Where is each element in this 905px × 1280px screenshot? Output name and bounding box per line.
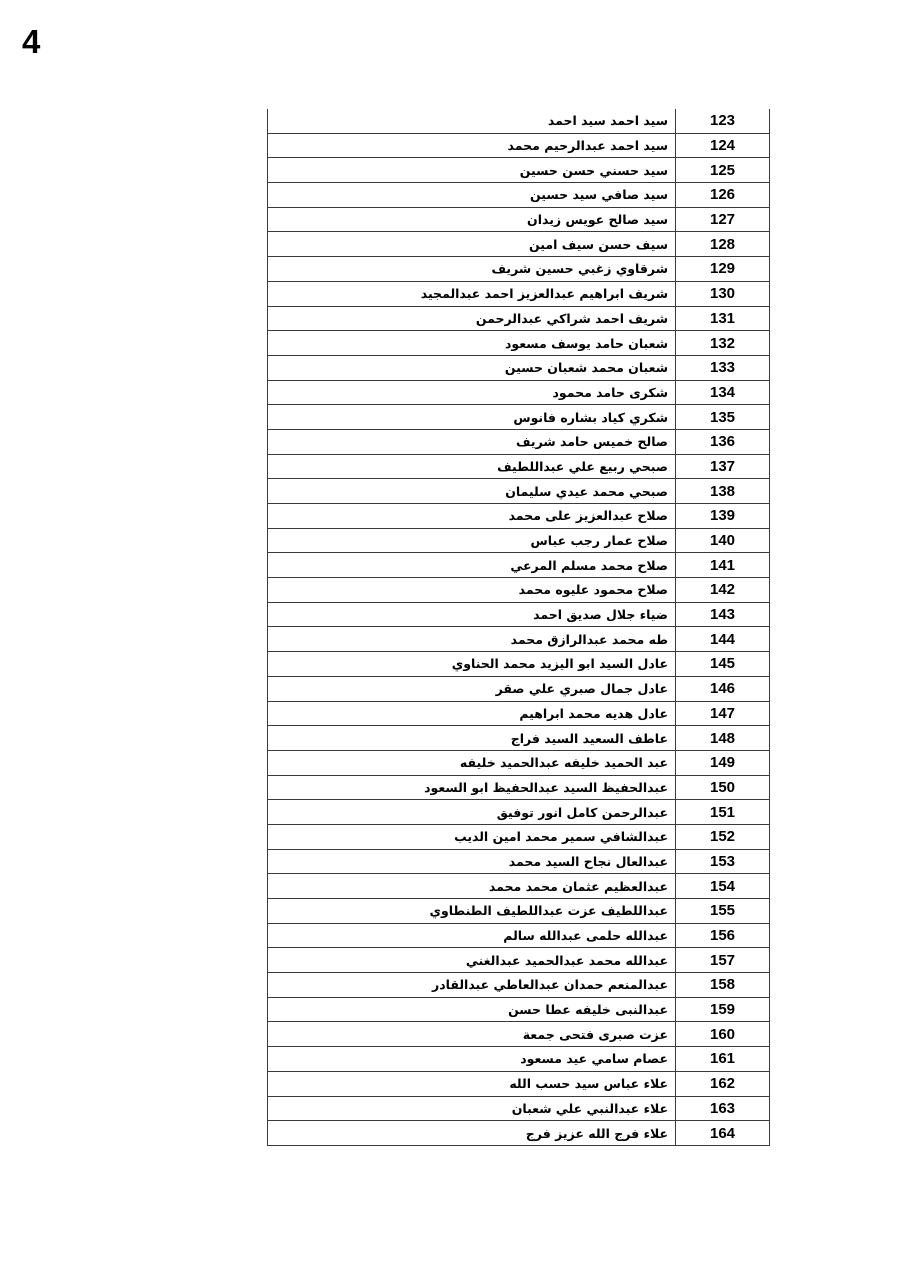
table-row [268, 948, 770, 973]
row-number: 145 [676, 652, 770, 677]
row-name: عبدالنبى خليفه عطا حسن [268, 997, 676, 1022]
table-row [268, 1071, 770, 1096]
table-row [268, 158, 770, 183]
row-name: علاء عباس سيد حسب الله [268, 1071, 676, 1096]
row-number: 150 [676, 775, 770, 800]
table-row [268, 1096, 770, 1121]
row-number: 129 [676, 257, 770, 282]
row-name: سيد احمد سيد احمد [268, 109, 676, 133]
table-row [268, 232, 770, 257]
row-number: 157 [676, 948, 770, 973]
row-name: عبدالعال نجاح السيد محمد [268, 849, 676, 874]
row-name: عبدالحفيظ السيد عبدالحفيظ ابو السعود [268, 775, 676, 800]
row-number: 133 [676, 355, 770, 380]
row-name: شعبان محمد شعبان حسين [268, 355, 676, 380]
table-row [268, 306, 770, 331]
row-name: عبدالله حلمى عبدالله سالم [268, 923, 676, 948]
row-number: 152 [676, 824, 770, 849]
row-name: طه محمد عبدالرازق محمد [268, 627, 676, 652]
row-name: عبدالشافي سمير محمد امين الديب [268, 824, 676, 849]
names-table-body [268, 109, 770, 1145]
table-row [268, 1047, 770, 1072]
row-number: 127 [676, 207, 770, 232]
table-row [268, 800, 770, 825]
row-number: 160 [676, 1022, 770, 1047]
row-name: عبدالله محمد عبدالحميد عبدالغني [268, 948, 676, 973]
table-row [268, 578, 770, 603]
row-number: 134 [676, 380, 770, 405]
table-row [268, 281, 770, 306]
row-name: عبد الحميد خليفه عبدالحميد خليفه [268, 750, 676, 775]
row-number: 135 [676, 405, 770, 430]
row-number: 164 [676, 1121, 770, 1146]
row-number: 149 [676, 750, 770, 775]
row-name: سيف حسن سيف امين [268, 232, 676, 257]
table-row [268, 652, 770, 677]
row-name: شريف احمد شراكي عبدالرحمن [268, 306, 676, 331]
row-number: 139 [676, 504, 770, 529]
table-row [268, 405, 770, 430]
row-number: 140 [676, 528, 770, 553]
table-row [268, 726, 770, 751]
table-row [268, 528, 770, 553]
table-row [268, 973, 770, 998]
row-name: عاطف السعيد السيد فراج [268, 726, 676, 751]
row-number: 144 [676, 627, 770, 652]
row-number: 161 [676, 1047, 770, 1072]
row-name: عادل هديه محمد ابراهيم [268, 701, 676, 726]
row-number: 137 [676, 454, 770, 479]
row-name: شريف ابراهيم عبدالعزيز احمد عبدالمجيد [268, 281, 676, 306]
row-number: 159 [676, 997, 770, 1022]
row-name: ضياء جلال صديق احمد [268, 602, 676, 627]
table-row [268, 380, 770, 405]
row-name: صلاح محمد مسلم المرعي [268, 553, 676, 578]
row-name: شكري كياد بشاره فانوس [268, 405, 676, 430]
row-name: صبحي محمد عيدي سليمان [268, 479, 676, 504]
row-number: 124 [676, 133, 770, 158]
row-name: عادل جمال صبري علي صقر [268, 676, 676, 701]
row-number: 163 [676, 1096, 770, 1121]
row-name: سيد حسني حسن حسين [268, 158, 676, 183]
table-row [268, 997, 770, 1022]
row-number: 126 [676, 183, 770, 208]
row-number: 162 [676, 1071, 770, 1096]
row-number: 138 [676, 479, 770, 504]
table-row [268, 676, 770, 701]
table-row [268, 824, 770, 849]
table-row [268, 701, 770, 726]
table-row [268, 504, 770, 529]
table-row [268, 429, 770, 454]
table-row [268, 1022, 770, 1047]
row-name: علاء فرج الله عزيز فرج [268, 1121, 676, 1146]
table-row [268, 133, 770, 158]
row-name: عادل السيد ابو اليزيد محمد الحناوي [268, 652, 676, 677]
row-number: 146 [676, 676, 770, 701]
table-row [268, 750, 770, 775]
row-name: عزت صبرى فتحى جمعة [268, 1022, 676, 1047]
table-row [268, 479, 770, 504]
row-number: 143 [676, 602, 770, 627]
row-name: عبدالرحمن كامل انور توفيق [268, 800, 676, 825]
table-row [268, 355, 770, 380]
row-number: 153 [676, 849, 770, 874]
table-row [268, 553, 770, 578]
table-row [268, 183, 770, 208]
row-number: 155 [676, 899, 770, 924]
row-name: عبداللطيف عزت عبداللطيف الطنطاوي [268, 899, 676, 924]
table-row [268, 109, 770, 133]
row-number: 147 [676, 701, 770, 726]
table-row [268, 627, 770, 652]
row-number: 148 [676, 726, 770, 751]
row-name: صبحي ربيع علي عبداللطيف [268, 454, 676, 479]
row-name: صلاح عبدالعزيز على محمد [268, 504, 676, 529]
table-row [268, 899, 770, 924]
row-number: 158 [676, 973, 770, 998]
row-number: 131 [676, 306, 770, 331]
row-number: 132 [676, 331, 770, 356]
row-name: سيد صافي سيد حسين [268, 183, 676, 208]
table-row [268, 207, 770, 232]
row-name: شرقاوي زغبي حسين شريف [268, 257, 676, 282]
row-name: سيد صالح عويس زيدان [268, 207, 676, 232]
row-number: 136 [676, 429, 770, 454]
row-number: 130 [676, 281, 770, 306]
row-name: شعبان حامد يوسف مسعود [268, 331, 676, 356]
table-row [268, 331, 770, 356]
table-row [268, 874, 770, 899]
table-row [268, 849, 770, 874]
names-table [267, 109, 770, 1146]
table-row [268, 775, 770, 800]
row-name: صلاح محمود عليوه محمد [268, 578, 676, 603]
row-name: عبدالمنعم حمدان عبدالعاطي عبدالقادر [268, 973, 676, 998]
table-row [268, 1121, 770, 1146]
page-number: 4 [22, 23, 41, 60]
row-name: سيد احمد عبدالرحيم محمد [268, 133, 676, 158]
row-name: عصام سامي عيد مسعود [268, 1047, 676, 1072]
row-number: 142 [676, 578, 770, 603]
row-number: 141 [676, 553, 770, 578]
row-name: صالح خميس حامد شريف [268, 429, 676, 454]
row-name: عبدالعظيم عثمان محمد محمد [268, 874, 676, 899]
row-name: شكرى حامد محمود [268, 380, 676, 405]
row-number: 154 [676, 874, 770, 899]
table-row [268, 257, 770, 282]
row-name: علاء عبدالنبي علي شعبان [268, 1096, 676, 1121]
row-number: 128 [676, 232, 770, 257]
table-row [268, 454, 770, 479]
row-number: 125 [676, 158, 770, 183]
row-number: 123 [676, 109, 770, 133]
table-row [268, 923, 770, 948]
row-number: 151 [676, 800, 770, 825]
table-row [268, 602, 770, 627]
row-number: 156 [676, 923, 770, 948]
row-name: صلاح عمار رجب عباس [268, 528, 676, 553]
